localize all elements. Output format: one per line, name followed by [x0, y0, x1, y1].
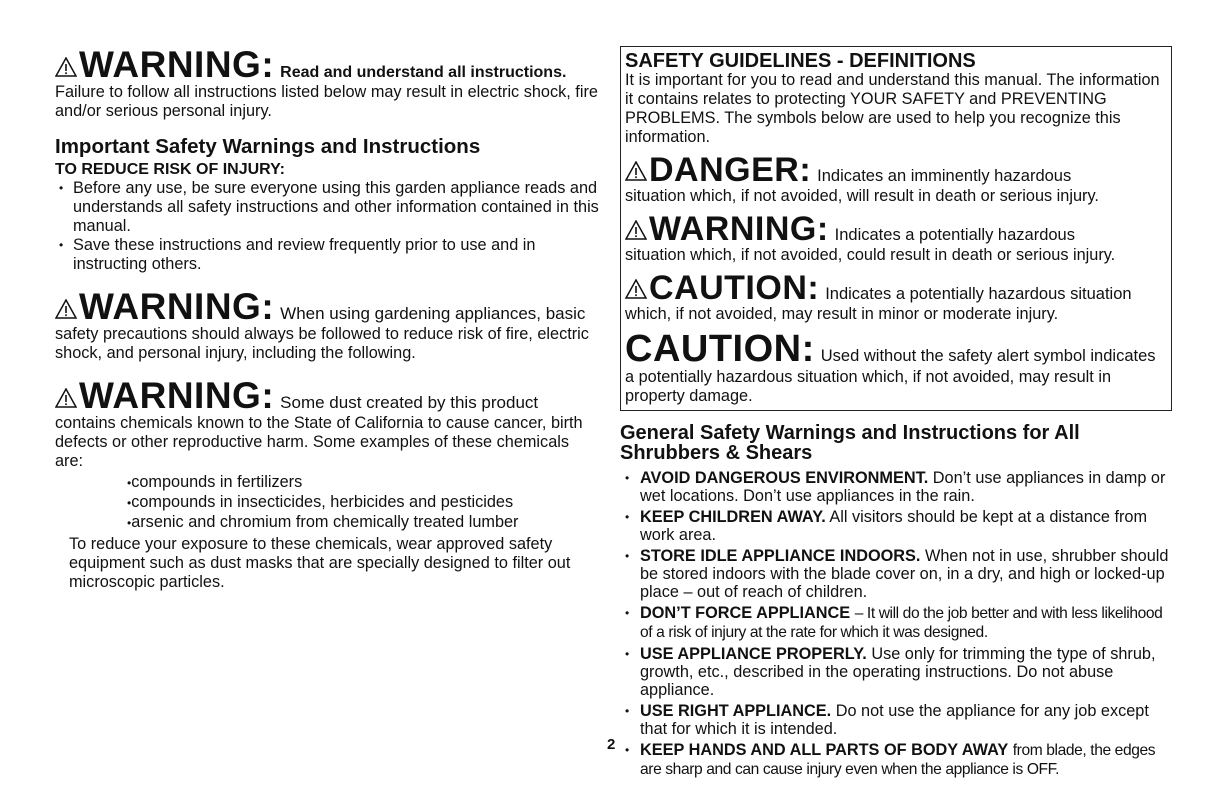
list-item: [620, 604, 1172, 642]
box-intro: It is important for you to read and understand this manual. The information it contains relates to protecting YOUR SAFETY and PREVENTING PROBLEMS. The symbols below are used to help you recognize this information.: [625, 71, 1160, 146]
definition-lead: Indicates an imminently hazardous: [817, 167, 1072, 185]
item-bold: KEEP HANDS AND ALL PARTS OF BODY AWAY: [640, 741, 1009, 759]
box-title: SAFETY GUIDELINES - DEFINITIONS: [625, 50, 976, 72]
signal-word: CAUTION:: [625, 328, 815, 370]
safety-bullet-list: [55, 179, 600, 274]
list-item: • Save these instructions and review frequently prior to use and in instructing others.: [55, 236, 600, 274]
list-item: • Before any use, be sure everyone using this garden appliance reads and understands all safety instructions and other information contained in this manual.: [55, 179, 600, 236]
definition-lead: Used without the safety alert symbol indicates: [820, 347, 1156, 365]
list-item: [620, 741, 1172, 779]
definition-lead: Indicates a potentially hazardous: [834, 226, 1075, 244]
item-text: – It will do the job better and with less likelihood of a risk of injury at the rate for which it was designed.: [640, 605, 1163, 641]
subheading: TO REDUCE RISK OF INJURY:: [55, 161, 285, 178]
safety-alert-triangle-icon: [55, 388, 77, 408]
item-text: All visitors should be kept at a distance from work area.: [640, 508, 1148, 544]
definition-lead: Indicates a potentially hazardous situation: [825, 285, 1132, 303]
warning-lead: Some dust created by this product: [280, 393, 539, 412]
definition-text: situation which, if not avoided, could result in death or serious injury.: [625, 246, 1116, 264]
item-bold: DON’T FORCE APPLIANCE: [640, 604, 851, 622]
signal-word: CAUTION:: [649, 269, 820, 307]
signal-word: WARNING:: [79, 286, 275, 327]
item-text: When not in use, shrubber should be stored indoors with the blade cover on, in a dry, and high or locked-up place – out of reach of children.: [640, 547, 1169, 601]
right-column: [620, 46, 1172, 782]
warning-gardening: [55, 288, 600, 325]
definition-text: a potentially hazardous situation which, if not avoided, may result in property damage.: [625, 368, 1111, 405]
list-item: [620, 645, 1172, 699]
warning-text: Failure to follow all instructions listed below may result in electric shock, fire and/or serious personal injury.: [55, 83, 598, 120]
list-item: • compounds in fertilizers: [127, 473, 600, 493]
page-number: 2: [607, 736, 616, 753]
closing-text: To reduce your exposure to these chemicals, wear approved safety equipment such as dust masks that are specially designed to filter out microscopic particles.: [69, 535, 571, 591]
definition-text: which, if not avoided, may result in minor or moderate injury.: [625, 305, 1059, 323]
list-item: • compounds in insecticides, herbicides and pesticides: [127, 493, 600, 513]
general-safety-heading: General Safety Warnings and Instructions for All Shrubbers & Shears: [620, 422, 1080, 464]
item-text: Don’t use appliances in damp or wet locations. Don’t use appliances in the rain.: [640, 469, 1166, 505]
list-item: [620, 702, 1172, 738]
signal-word: WARNING:: [79, 44, 275, 85]
left-column: [55, 46, 600, 592]
chemical-list: [127, 473, 600, 533]
item-text: Do not use the appliance for any job except that for which it is intended.: [640, 702, 1149, 738]
definition-text: situation which, if not avoided, will result in death or serious injury.: [625, 187, 1099, 205]
item-bold: STORE IDLE APPLIANCE INDOORS.: [640, 547, 921, 565]
safety-alert-triangle-icon: [55, 299, 77, 319]
item-bold: KEEP CHILDREN AWAY.: [640, 508, 826, 526]
signal-word: WARNING:: [649, 210, 829, 248]
signal-word: DANGER:: [649, 151, 812, 189]
list-item: [620, 547, 1172, 601]
definitions-box: [620, 46, 1172, 411]
warning-text: contains chemicals known to the State of California to cause cancer, birth defects or other reproductive harm. Some examples of these chemicals are:: [55, 414, 583, 470]
definition-caution: [625, 271, 1165, 324]
safety-alert-triangle-icon: [625, 279, 647, 299]
item-bold: USE APPLIANCE PROPERLY.: [640, 645, 867, 663]
list-item: [620, 469, 1172, 505]
definition-caution-plain: [625, 330, 1165, 406]
item-bold: USE RIGHT APPLIANCE.: [640, 702, 832, 720]
section-heading: Important Safety Warnings and Instructions: [55, 135, 481, 158]
item-text: Use only for trimming the type of shrub, growth, etc., described in the operating instructions. Do not abuse appliance.: [640, 645, 1156, 699]
warning-california: [55, 377, 600, 414]
item-text: from blade, the edges are sharp and can cause injury even when the appliance is OFF.: [640, 742, 1156, 778]
list-item: [620, 508, 1172, 544]
warning-lead: Read and understand all instructions.: [280, 64, 567, 81]
warning-text: safety precautions should always be followed to reduce risk of fire, electric shock, and personal injury, including the following.: [55, 325, 589, 362]
safety-alert-triangle-icon: [55, 57, 77, 77]
item-bold: AVOID DANGEROUS ENVIRONMENT.: [640, 469, 929, 487]
safety-alert-triangle-icon: [625, 161, 647, 181]
definition-danger: [625, 153, 1165, 206]
general-safety-list: [620, 469, 1172, 779]
signal-word: WARNING:: [79, 375, 275, 416]
safety-alert-triangle-icon: [625, 220, 647, 240]
list-item: • arsenic and chromium from chemically treated lumber: [127, 513, 600, 533]
warning-lead: When using gardening appliances, basic: [280, 304, 586, 323]
definition-warning: [625, 212, 1165, 265]
warning-read-instructions: [55, 46, 600, 83]
